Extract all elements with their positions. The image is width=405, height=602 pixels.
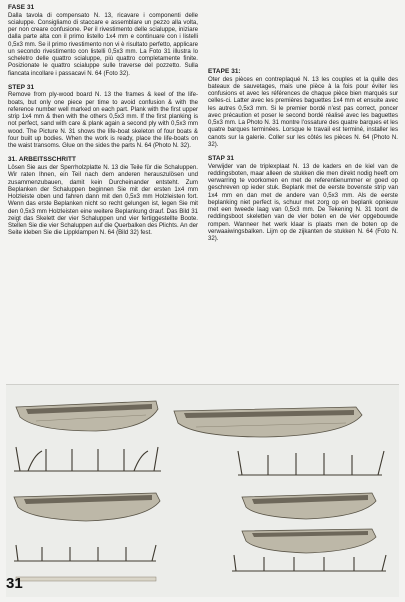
section-english bbox=[8, 84, 198, 150]
lifeboats-illustration bbox=[6, 385, 399, 597]
finished-lifeboat bbox=[16, 401, 158, 431]
lifeboat-skeleton bbox=[14, 545, 156, 561]
section-body: Remove from ply-wood board N. 13 the frames & keel of the life-boats, but only one piece per time to avoid confusion & with the reference number well marked on each part. Plank with the first upper strip 1x4 mm & then with the others 0,5x3 mm. If the first planking is not perfect, sand with care & plank again a second ply with 0,5x3 mm wood. The Picture N. 31 shows the life-boat skeleton of four boats & four built up bodies. When the work is ready, place the life-boats on the waist transoms. Glue on the sides the parts N. 64 (Photo N. 32). bbox=[8, 91, 198, 150]
section-heading: ETAPE 31: bbox=[208, 68, 241, 75]
lifeboat-skeleton bbox=[232, 555, 386, 571]
section-german bbox=[8, 156, 198, 236]
section-heading: 31. ARBEITSSCHRITT bbox=[8, 156, 76, 164]
section-italian bbox=[8, 4, 198, 77]
section-dutch bbox=[208, 155, 398, 242]
section-heading: STEP 31 bbox=[8, 83, 35, 91]
section-body: Lösen Sie aus der Sperrholzplatte N. 13 die Teile für die Schaluppen. Wir raten Ihnen, ein Teil nach dem anderen herauszulösen und zusammenzubauen, damit kein Durcheinander entsteht. Zum Beplanken der Schaluppen beginnen Sie mit der ersten 1x4 mm Holzleiste oben und fahren dann mit den 0,5x3 mm Holzleisten fort. Wenn das erste Beplanken nicht so recht gelungen ist, legen Sie mit den 0,5x3 mm Holzleisten eine weitere Beplankung drauf. Das Bild 31 zeigt das Skelett der vier Schaluppen und vier fertiggestellte Boote. Stellen Sie die vier Schaluppen auf die Querbalken des Plichts. An der Seite kleben Sie die Lippklampen N. 64 (Bild 32) fest. bbox=[8, 164, 198, 237]
page-number: 31 bbox=[6, 575, 23, 592]
section-body: Dalla tavola di compensato N. 13, ricavare i componenti delle scialuppe. Consigliamo di staccare e assemblare un pezzo alla volta, per non creare confusione. Per il rivestimento delle scialuppe, iniziare dalla parte alta con il primo listello 1x4 mm e continuare con i listelli 0,5x3 mm. Se il primo rivestimento non vi è risultato perfetto, applicare un secondo rivestimento con listelli 0,5x3 mm. La Foto 31 illustra lo scheletro delle quattro scialuppe, più quattro completamente finite. Posizionate le quattro scialuppe sulle traverse del pozzetto. Sulla fiancata incollare i passacavi N. 64 (Foto 32). bbox=[8, 11, 199, 77]
finished-lifeboat bbox=[174, 407, 362, 437]
planking-strip bbox=[16, 577, 156, 581]
section-body: Verwijder van de triplexplaat N. 13 de kaders en de kiel van de reddingsboten, maar alleen de stukken die men direkt nodig heeft om verwarring te voorkomen en met de referentienummer er goed op geschreven op ieder stuk. Beplank met de eerste bovenste strip van 1x4 mm en dan met de andere van 0,5x3 mm. Als de eerste beplanking niet perfect is, schuur met zorg op en beplank opnieuw met een tweede laag van 0,5x3 mm. De Tekening N. 31 toont de reddingsboot skeletten van de vier boten en de vier opgebouwde rompen. Wanneer het werk klaar is plaats men de boten op de verwaaiwingsbalken. Lijm op de zijkanten de stukken N. 64 (Foto N. 32). bbox=[208, 162, 398, 243]
text-column-right bbox=[208, 4, 398, 249]
section-heading: STAP 31 bbox=[208, 155, 235, 163]
section-heading: FASE 31 bbox=[8, 4, 35, 11]
finished-lifeboat bbox=[242, 493, 376, 519]
section-body: Oter des pièces en contreplaqué N. 13 les couples et la quille des bateaux de sauvetages, mais une pièce à la fois pour éviter les confusions et avec les références de chaque pièce bien marqués sur celles-ci. Latter avec les premières baguettes 1x4 mm et ensuite avec les autres 0,5x3 mm. Si le premier bordé n'est pas correct, poncer avec précaution et poser le second bordé réalisé avec les baguettes 0,5x3 mm. La Photo N. 31 montre l'ossature des quatre barques et les quatre barques terminées. Lorsque le travail est terminé, installer les canots sur la galerie. Coller sur les côtés les pièces N. 64 (Photo N. 32). bbox=[208, 75, 398, 148]
lifeboat-skeleton bbox=[14, 447, 161, 471]
section-french bbox=[208, 68, 398, 148]
model-lifeboats-photo bbox=[6, 384, 399, 597]
text-column-left bbox=[8, 4, 198, 244]
lifeboat-skeleton bbox=[238, 451, 384, 475]
finished-lifeboat bbox=[242, 529, 376, 553]
finished-lifeboat bbox=[14, 493, 160, 521]
